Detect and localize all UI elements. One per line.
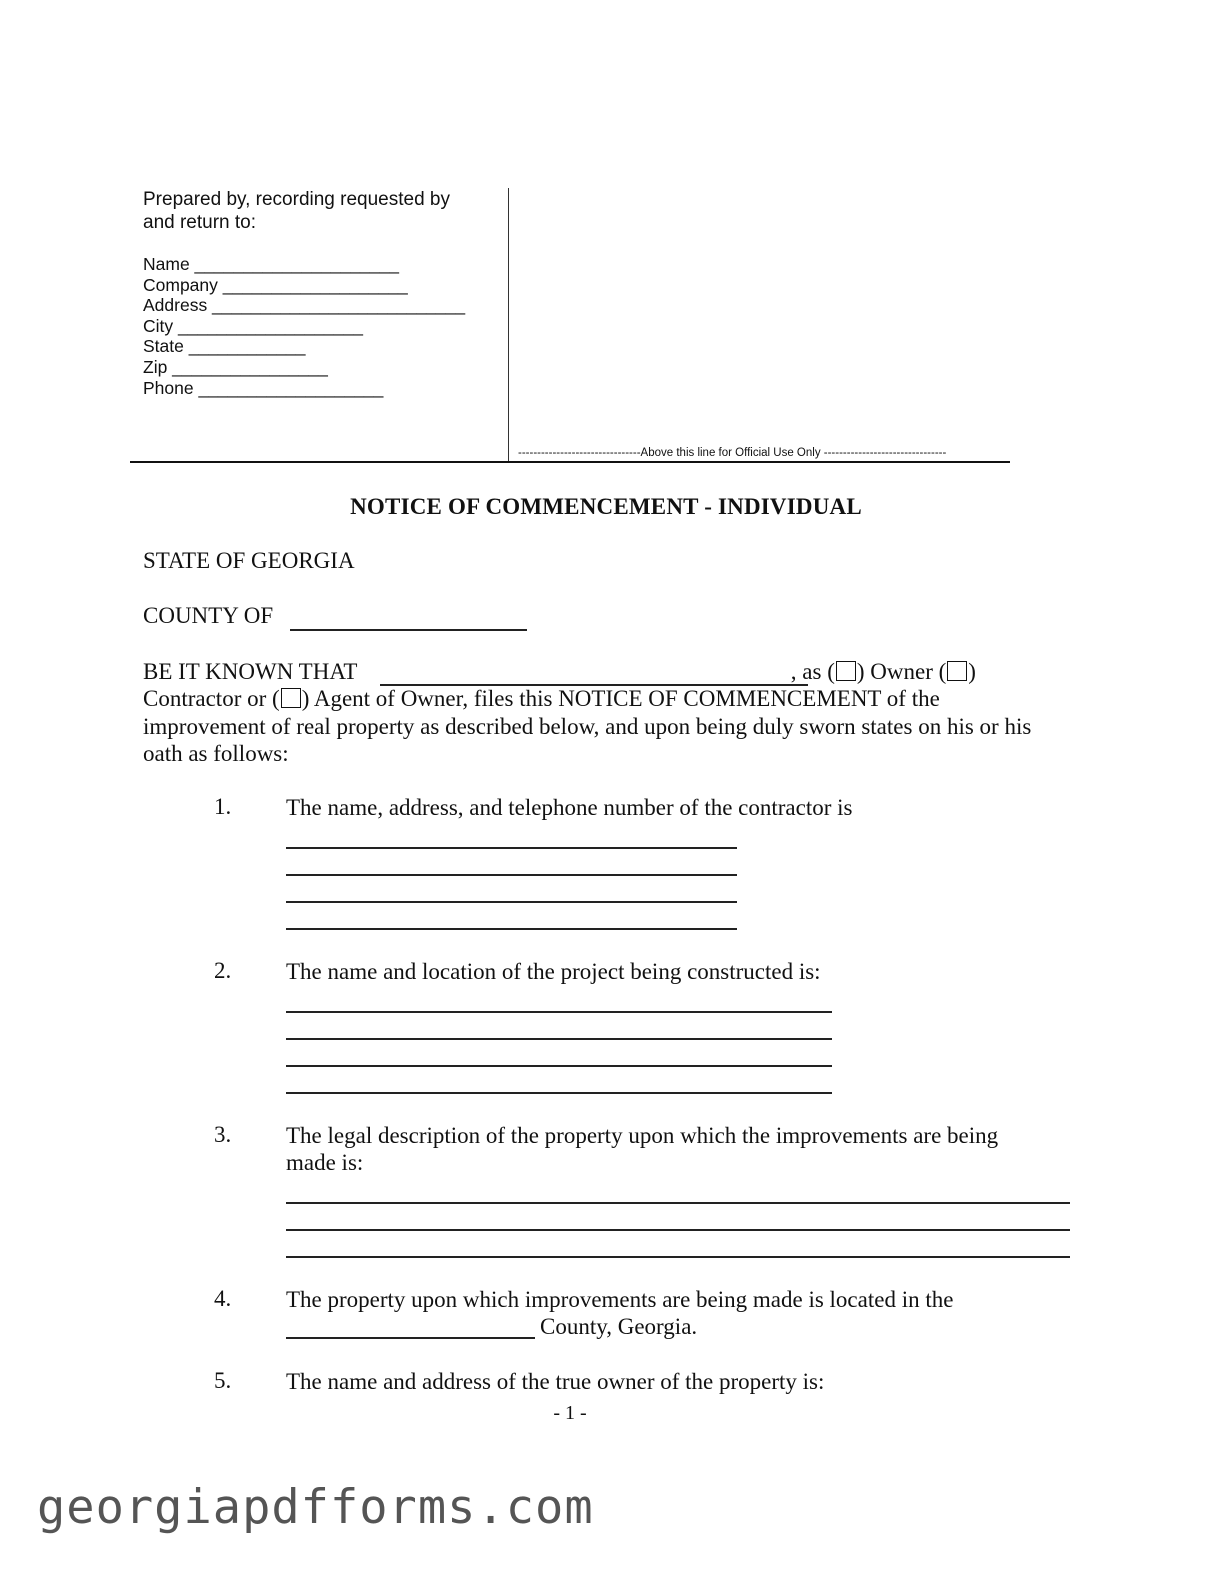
item-2-text: The name and location of the project being constructed is: <box>286 959 821 984</box>
contractor-checkbox[interactable] <box>947 661 967 681</box>
intro-line4: oath as follows: <box>143 740 289 766</box>
item-3-text: The legal description of the property upon which the improvements are being made is: <box>286 1123 999 1175</box>
prepared-by-label <box>143 188 450 234</box>
item-2-number: 2. <box>214 958 232 983</box>
item-1-number: 1. <box>214 794 232 819</box>
item-5-text: The name and address of the true owner of the property is: <box>286 1369 825 1394</box>
agent-checkbox[interactable] <box>281 688 301 708</box>
item-3-blank[interactable] <box>286 1256 1070 1258</box>
county-blank[interactable] <box>290 629 527 631</box>
site-watermark: georgiapdfforms.com <box>37 1480 594 1535</box>
be-it-known-label: BE IT KNOWN THAT <box>143 659 358 684</box>
county-label: COUNTY OF <box>143 603 274 628</box>
return-to-fields <box>143 254 465 398</box>
owner-checkbox[interactable] <box>836 661 856 681</box>
item-1-blank[interactable] <box>286 928 737 930</box>
item-3-blank[interactable] <box>286 1229 1070 1231</box>
item-4-text: The property upon which improvements are being made is located in the County, Georgia. <box>286 1287 954 1339</box>
official-use-line <box>130 461 1010 463</box>
state-label: STATE OF GEORGIA <box>143 548 355 573</box>
county-line <box>143 603 273 629</box>
header-divider-vertical <box>508 188 509 462</box>
item-1-blank[interactable] <box>286 901 737 903</box>
item-2-blank[interactable] <box>286 1092 832 1094</box>
prepared-by-line1: Prepared by, recording requested by <box>143 189 450 210</box>
be-it-known-blank[interactable] <box>380 684 808 686</box>
zip-field[interactable]: Zip ________________ <box>143 356 328 377</box>
official-use-label: --------------------------------Above this line for Official Use Only -------------------------------- <box>518 447 947 459</box>
page-number: - 1 - <box>553 1402 587 1424</box>
state-field[interactable]: State ____________ <box>143 336 306 357</box>
intro-line3: improvement of real property as described below, and upon being duly sworn states on his or his <box>143 713 1032 739</box>
item-4-number: 4. <box>214 1286 232 1311</box>
item-1-text: The name, address, and telephone number of the contractor is <box>286 795 853 820</box>
item-2-blank[interactable] <box>286 1065 832 1067</box>
city-field[interactable]: City ___________________ <box>143 315 363 336</box>
phone-field[interactable]: Phone ___________________ <box>143 377 384 398</box>
item-2-blank[interactable] <box>286 1011 832 1013</box>
address-field[interactable]: Address __________________________ <box>143 295 466 316</box>
name-field[interactable]: Name _____________________ <box>143 254 399 274</box>
item-3-number: 3. <box>214 1122 232 1147</box>
document-title: NOTICE OF COMMENCEMENT - INDIVIDUAL <box>350 494 862 519</box>
item-2-blank[interactable] <box>286 1038 832 1040</box>
prepared-by-line2: and return to: <box>143 212 257 233</box>
item-3-blank[interactable] <box>286 1202 1070 1204</box>
item-5-number: 5. <box>214 1368 232 1393</box>
item-1-blank[interactable] <box>286 847 737 849</box>
intro-paragraph: BE IT KNOWN THAT , as ( ) Owner ( ) Contractor or ( ) Agent of Owner, files this NOTICE OF COMMENCEMENT of the improvement of real property as described below, and upon being duly sworn states on his or his oath as follows: <box>143 659 1032 766</box>
item-4-county-blank[interactable] <box>286 1337 535 1339</box>
item-1-blank[interactable] <box>286 874 737 876</box>
company-field[interactable]: Company ___________________ <box>143 274 408 295</box>
